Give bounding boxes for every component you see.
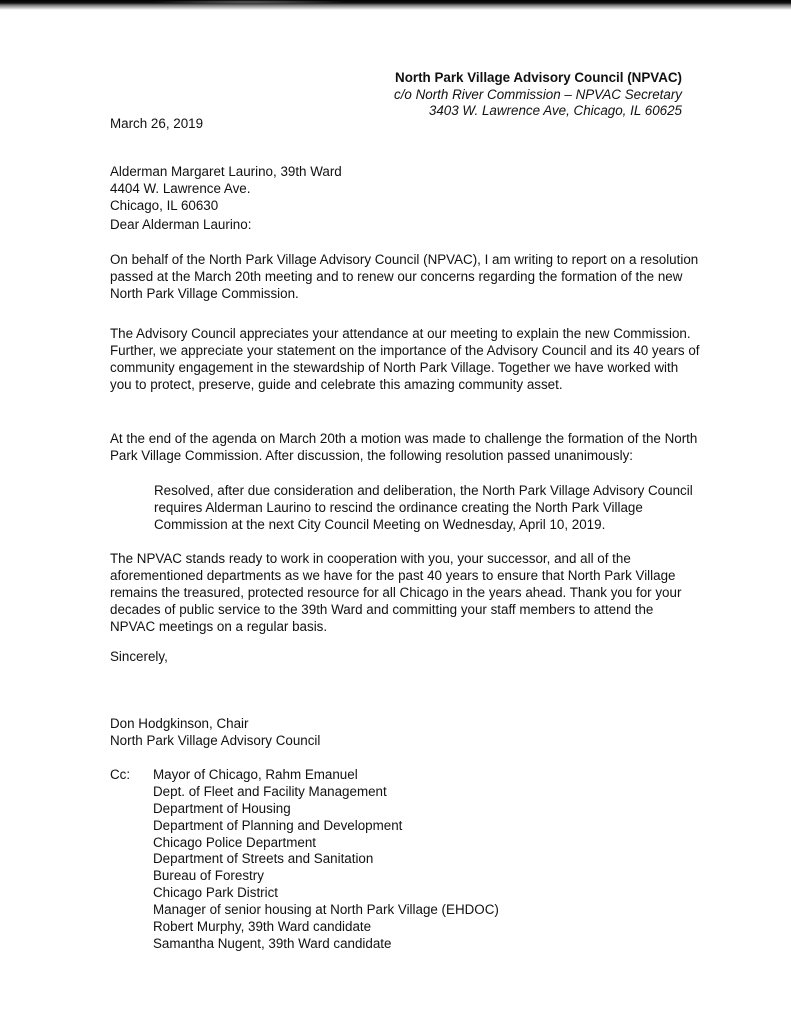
cc-recipient: Chicago Police Department [153,834,317,850]
letterhead-organization: North Park Village Advisory Council (NPVAC) [395,70,682,85]
signature-block [110,716,700,750]
signer-organization: North Park Village Advisory Council [110,732,321,748]
cc-recipient: Bureau of Forestry [153,868,264,884]
cc-recipient: Department of Housing [153,800,291,816]
cc-recipient: Dept. of Fleet and Facility Management [153,783,387,799]
signer-name: Don Hodgkinson, Chair [110,716,249,731]
cc-recipient: Robert Murphy, 39th Ward candidate [153,919,372,935]
cc-recipient: Samantha Nugent, 39th Ward candidate [153,935,392,951]
cc-recipient: Mayor of Chicago, Rahm Emanuel [153,767,358,782]
recipient-name: Alderman Margaret Laurino, 39th Ward [110,164,342,179]
cc-recipients [153,767,653,953]
paragraph-cooperation: The NPVAC stands ready to work in cooperation with you, your successor, and all of the aforementioned departments as we have for the past 40 years to ensure that North Park Village remains the treasured, protected resource for all Chicago in the years ahead. Thank you for your decades of public service to the 39th Ward and committing your staff members to attend the NPVAC meetings on a regular basis. [110,551,682,634]
letterhead-address: 3403 W. Lawrence Ave, Chicago, IL 60625 [428,103,682,119]
cc-recipient: Manager of senior housing at North Park Village (EHDOC) [153,902,499,918]
scan-edge-shadow [0,0,791,10]
cc-label: Cc: [110,767,131,782]
salutation: Dear Alderman Laurino: [110,217,252,232]
paragraph-appreciation: The Advisory Council appreciates your attendance at our meeting to explain the new Commission. Further, we appreciate your statement on the importance of the Advisory Council and its 40 years of community engagement in the stewardship of North Park Village. Together we have worked with you to protect, preserve, guide and celebrate this amazing community asset. [110,326,700,392]
recipient-city: Chicago, IL 60630 [110,197,219,213]
letterhead [394,70,682,120]
cc-recipient: Department of Planning and Development [153,817,403,833]
cc-recipient: Chicago Park District [153,885,279,901]
letter-date: March 26, 2019 [110,116,204,131]
recipient-street: 4404 W. Lawrence Ave. [110,180,251,196]
recipient-address [110,164,700,215]
paragraph-intro: On behalf of the North Park Village Advisory Council (NPVAC), I am writing to report on a resolution passed at the March 20th meeting and to renew our concerns regarding the formation of the new North Park Village Commission. [110,252,699,301]
resolution-quote: Resolved, after due consideration and deliberation, the North Park Village Advisory Council requires Alderman Laurino to rescind the ordinance creating the North Park Village Commission at the next City Council Meeting on Wednesday, April 10, 2019. [154,483,693,532]
letterhead-care-of: c/o North River Commission – NPVAC Secretary [394,86,682,102]
cc-recipient: Department of Streets and Sanitation [153,851,374,867]
paragraph-motion: At the end of the agenda on March 20th a motion was made to challenge the formation of the North Park Village Commission. After discussion, the following resolution passed unanimously: [110,431,698,463]
closing: Sincerely, [110,649,168,664]
